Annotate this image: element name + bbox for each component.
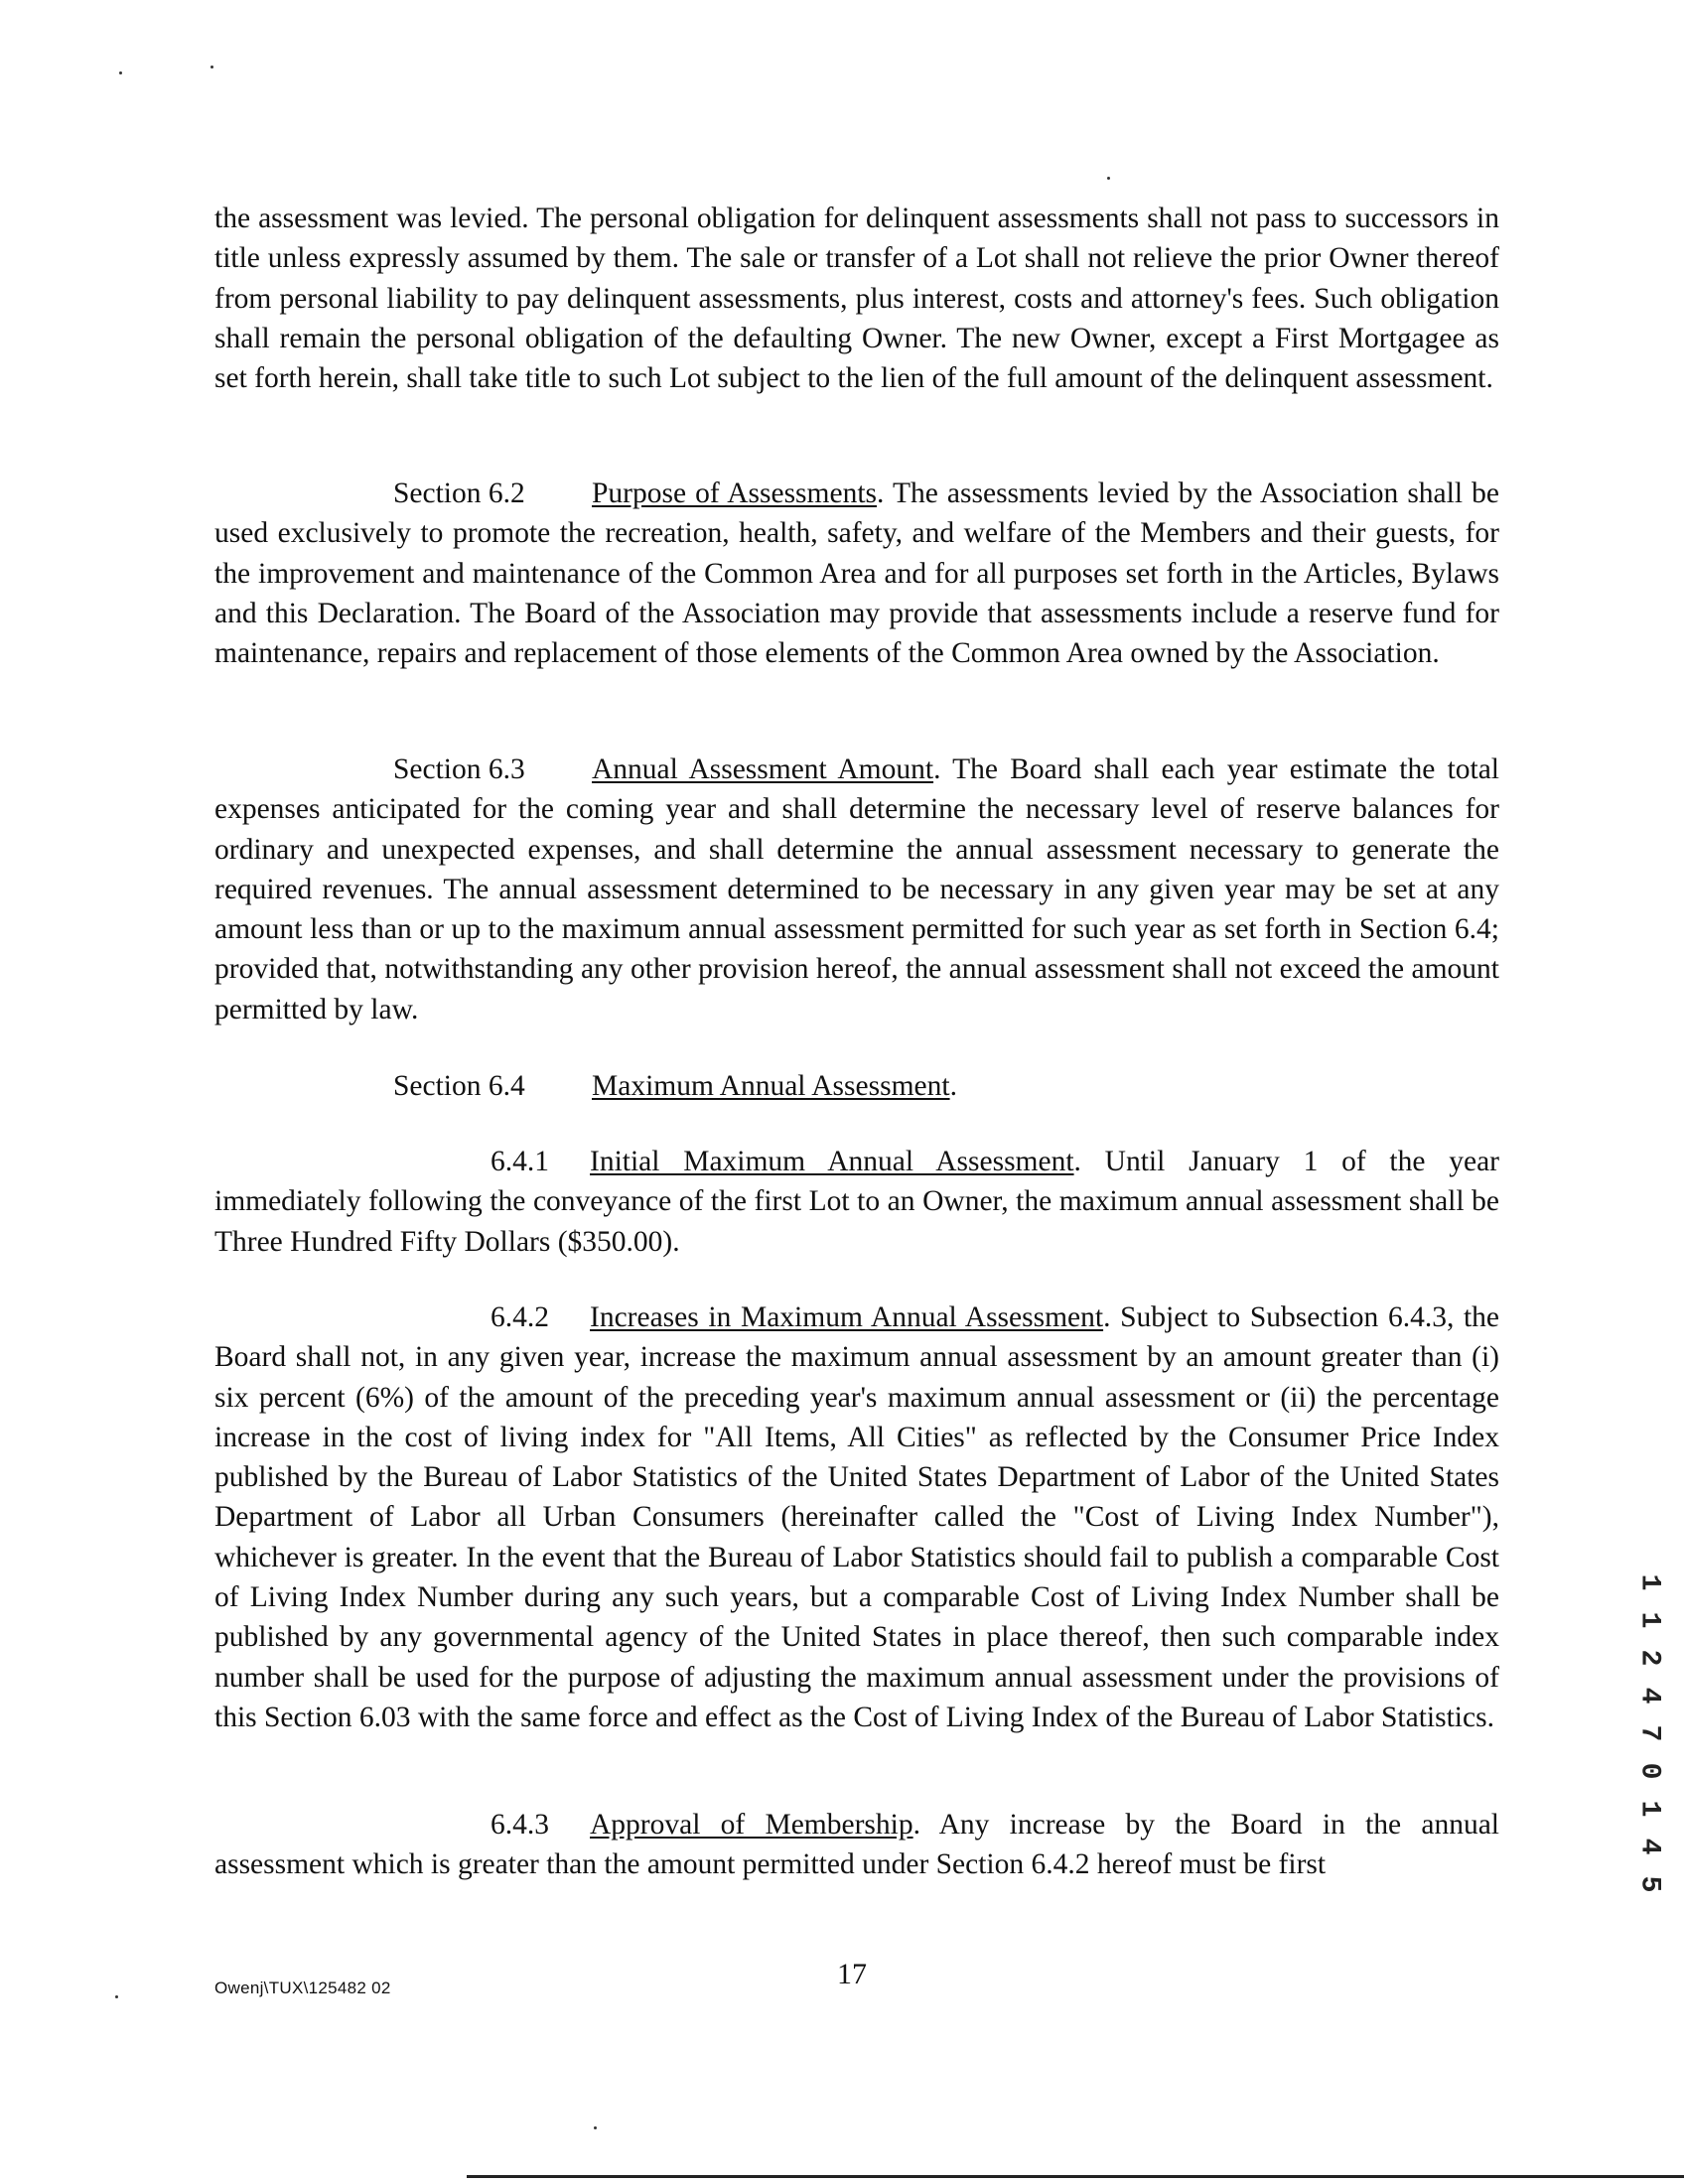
section-6-4	[214, 1066, 1499, 1106]
subsection-6-4-3-label: 6.4.3	[491, 1809, 549, 1841]
stamp-digit: 2	[1633, 1649, 1664, 1667]
scan-speck	[594, 2126, 597, 2129]
stamp-digit: 1	[1633, 1573, 1664, 1591]
subsection-6-4-2-label: 6.4.2	[491, 1301, 549, 1333]
scan-edge-line	[467, 2175, 1684, 2178]
section-6-3-text: . The Board shall each year estimate the total expenses anticipated for the coming year and shall determine the necessary level of reserve balances for ordinary and unexpected expenses, and shall determine the annual assessment necessary to generate the required revenues. The annual assessment determined to be necessary in any given year may be set at any amount less than or up to the maximum annual assessment permitted for such year as set forth in Section 6.4; provided that, notwithstanding any other provision hereof, the annual assessment shall not exceed the amount permitted by law.	[214, 753, 1499, 1025]
subsection-6-4-1-title: Initial Maximum Annual Assessment	[590, 1146, 1074, 1177]
section-6-4-label: Section 6.4	[393, 1070, 525, 1102]
section-6-2-text: . The assessments levied by the Association shall be used exclusively to promote the recreation, health, safety, and welfare of the Members and their guests, for the improvement and maintenance of the Common Area and for all purposes set forth in the Articles, Bylaws and this Declaration. The Board of the Association may provide that assessments include a reserve fund for maintenance, repairs and replacement of those elements of the Common Area owned by the Association.	[214, 478, 1499, 670]
stamp-digit: 5	[1633, 1875, 1664, 1893]
stamp-digit: 4	[1633, 1687, 1664, 1705]
subsection-6-4-3	[214, 1805, 1499, 1885]
page-number: 17	[837, 1958, 867, 1990]
scan-speck	[210, 66, 213, 68]
subsection-6-4-2-text: . Subject to Subsection 6.4.3, the Board shall not, in any given year, increase the maximum annual assessment by an amount greater than (i) six percent (6%) of the amount of the preceding year's maximum annual assessment or (ii) the percentage increase in the cost of living index for "All Items, All Cities" as reflected by the Consumer Price Index published by the Bureau of Labor Statistics of the United States Department of Labor of the United States Department of Labor all Urban Consumers (hereinafter called the "Cost of Living Index Number"), whichever is greater. In the event that the Bureau of Labor Statistics should fail to publish a comparable Cost of Living Index Number during any such years, but a comparable Cost of Living Index Number shall be published by any governmental agency of the United States in place thereof, then such comparable index number shall be used for the purpose of adjusting the maximum annual assessment under the provisions of this Section 6.03 with the same force and effect as the Cost of Living Index of the Bureau of Labor Statistics.	[214, 1301, 1500, 1733]
margin-recording-stamp	[1628, 1564, 1668, 1921]
subsection-6-4-1-label: 6.4.1	[491, 1146, 549, 1177]
scan-speck	[115, 1995, 118, 1998]
subsection-6-4-3-text: . Any increase by the Board in the annual assessment which is greater than the amount permitted under Section 6.4.2 hereof must be first	[214, 1809, 1499, 1881]
scan-speck	[119, 71, 122, 74]
section-6-3	[214, 750, 1499, 1029]
section-6-2	[214, 474, 1499, 673]
subsection-6-4-2-title: Increases in Maximum Annual Assessment	[590, 1301, 1104, 1333]
section-6-3-label: Section 6.3	[393, 753, 525, 785]
paragraph-continuation: the assessment was levied. The personal obligation for delinquent assessments shall not pass to successors in title unless expressly assumed by them. The sale or transfer of a Lot shall not relieve the prior Owner thereof from personal liability to pay delinquent assessments, plus interest, costs and attorney's fees. Such obligation shall remain the personal obligation of the defaulting Owner. The new Owner, except a First Mortgagee as set forth herein, shall take title to such Lot subject to the lien of the full amount of the delinquent assessment.	[214, 203, 1499, 395]
stamp-digit: 1	[1633, 1800, 1664, 1818]
stamp-digit: 4	[1633, 1838, 1664, 1855]
stamp-digit: 7	[1633, 1724, 1664, 1742]
section-6-2-title: Purpose of Assessments	[592, 478, 877, 509]
subsection-6-4-1-text: . Until January 1 of the year immediately following the conveyance of the first Lot to an Owner, the maximum annual assessment shall be Three Hundred Fifty Dollars ($350.00).	[214, 1146, 1499, 1258]
section-6-4-end: .	[949, 1070, 957, 1102]
document-reference: Owenj\TUX\125482 02	[214, 1979, 391, 1997]
section-6-2-label: Section 6.2	[393, 478, 525, 509]
subsection-6-4-3-title: Approval of Membership	[590, 1809, 913, 1841]
section-6-3-title: Annual Assessment Amount	[592, 753, 934, 785]
subsection-6-4-1	[214, 1142, 1499, 1262]
subsection-6-4-2	[214, 1297, 1499, 1737]
stamp-digit: 1	[1633, 1611, 1664, 1629]
section-6-4-title: Maximum Annual Assessment	[592, 1070, 950, 1102]
scan-speck	[1107, 177, 1110, 180]
stamp-digit: 0	[1633, 1762, 1664, 1780]
